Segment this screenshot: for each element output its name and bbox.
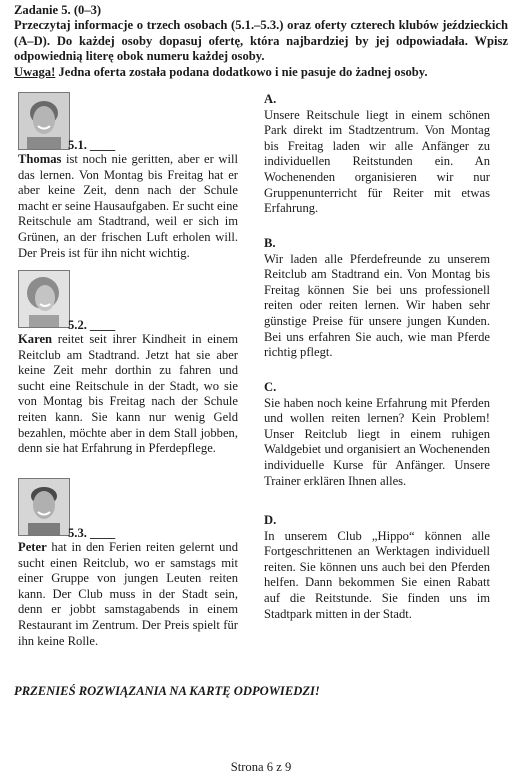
person-number-5-1: 5.1. ____ [68,138,116,152]
task-title: Zadanie 5. (0–3) [14,3,102,17]
offer-letter: A. [264,92,277,106]
photo-karen [18,270,70,328]
task-instruction: Przeczytaj informacje o trzech osobach (5.1.–5.3.) oraz oferty czterech klubów jeździeckich (A–D). Do każdej osoby dopasuj ofertę, która najbardziej by jej odpowiadała. Wpisz odpowiednią literę obok numeru każdej osoby. [14,18,508,64]
task-note [14,65,508,80]
person-name: Karen [18,332,53,346]
photo-thomas [18,92,70,150]
offer-text: Sie haben noch keine Erfahrung mit Pferden und wollen reiten lernen? Kein Problem! Unser Reitclub liegt in einem ruhigen Waldgebiet und organisiert an Wochenenden individuelle Kurse für Anfänger. Unsere Trainer erklären Ihnen alles. [264,395,490,488]
person-text: hat in den Ferien reiten gelernt und sucht einen Reitclub, wo er samstags mit einer Gruppe von jungen Leuten reiten kann. Der Club muss in der Stadt sein, denn er jobbt samstagabends in einem Restaurant im Zentrum. Der Preis spielt für ihn keine Rolle. [18,540,238,648]
offer-letter: B. [264,236,276,250]
person-name: Peter [18,540,47,554]
offer-b [264,236,490,361]
offer-c [264,380,490,489]
photo-peter [18,478,70,536]
person-number-5-3: 5.3. ____ [68,526,116,540]
offer-letter: D. [264,513,277,527]
note-label: Uwaga! [14,64,56,79]
offer-text: Wir laden alle Pferdefreunde zu unserem Reitclub am Stadtrand ein. Von Montag bis Freitag können Sie bei uns professionell reiten oder reiten lernen. Wir haben sehr günstige Preise für unsere jungen Kunden. Bei uns erfahren Sie auch, wie man Pferde richtig pflegt. [264,251,490,360]
offer-d [264,513,490,622]
note-text: Jedna oferta została podana dodatkowo i nie pasuje do żadnej osoby. [55,64,428,79]
person-peter [18,540,238,649]
offer-text: Unsere Reitschule liegt in einem schönen Park direkt im Stadtzentrum. Von Montag bis Freitag laden wir alle Anfänger zu individuellen Reitstunden ein. An Wochenenden organisieren wir nur Gruppenunterricht für Reiter mit etwas Erfahrung. [264,107,490,216]
task-header [14,3,508,80]
person-thomas [18,152,238,261]
person-number-5-2: 5.2. ____ [68,318,116,332]
person-text: ist noch nie geritten, aber er will das lernen. Von Montag bis Freitag hat er aber keine Zeit, denn nach der Schule macht er seine Hausaufgaben. Er sucht eine Reitschule am Stadtrand, weil er sich im Grünen, an der frischen Luft erholen will. Der Preis ist für ihn nicht wichtig. [18,152,238,260]
offer-letter: C. [264,380,277,394]
person-karen [18,332,238,457]
page-number: Strona 6 z 9 [230,760,292,774]
transfer-answers-note: PRZENIEŚ ROZWIĄZANIA NA KARTĘ ODPOWIEDZI! [14,684,320,698]
person-text: reitet seit ihrer Kindheit in einem Reitclub am Stadtrand. Jetzt hat sie aber keine Zeit mehr dorthin zu fahren und sucht eine Reitschule in der Stadt, wo sie von Montag bis Freitag nach der Schule reiten kann. Sie kann nur wenig Geld bezahlen, möchte aber in dem Stall jobben, denn sie hat Erfahrung in Pferdepflege. [18,332,238,456]
offer-a [264,92,490,217]
offer-text: In unserem Club „Hippo“ können alle Fortgeschrittenen an Werktagen individuell reiten. Sie können uns auch bei den Pferden helfen. Dann bekommen Sie einen Rabatt auf die Reitstunde. Sie finden uns im Stadtpark mitten in der Stadt. [264,528,490,621]
person-name: Thomas [18,152,62,166]
